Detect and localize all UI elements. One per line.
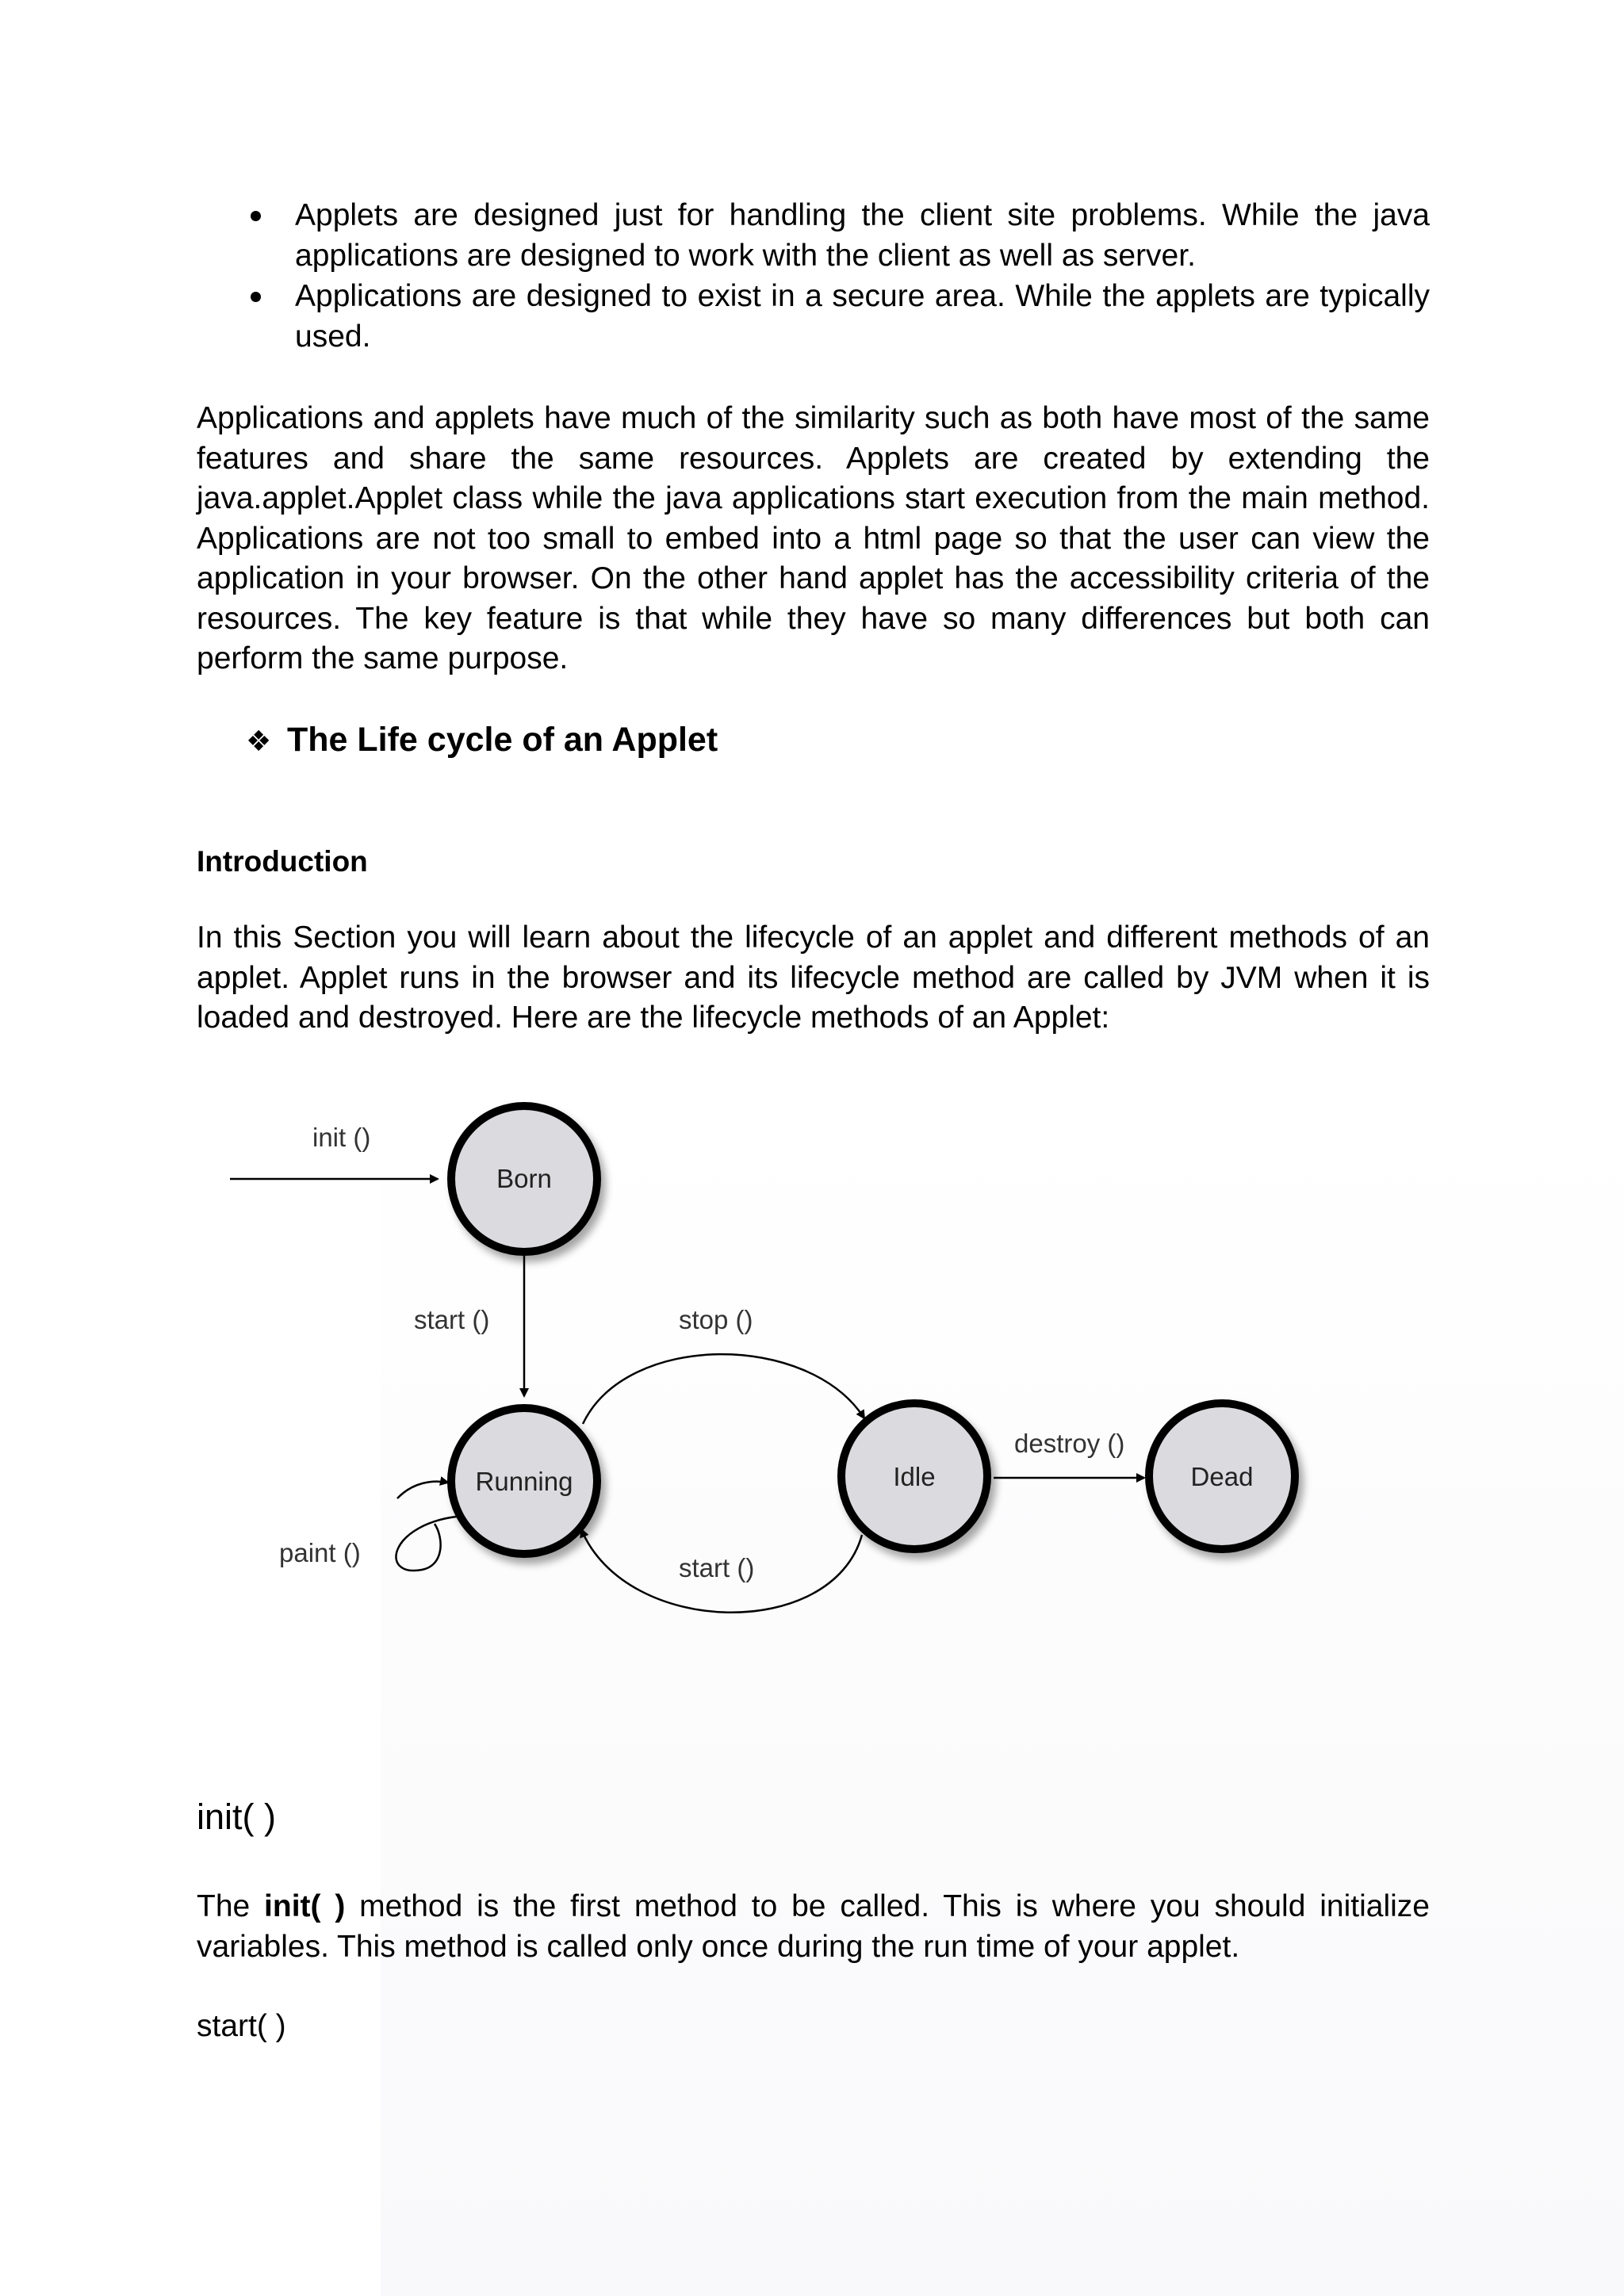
introduction-heading: Introduction [197, 845, 368, 878]
bullet-item [197, 195, 1430, 276]
comparison-paragraph: Applications and applets have much of the similarity such as both have most of the same features and share the same resources. Applets are created by extending the java.applet.Applet class while the java applications start execution from the main method. Applications are not too small to embed into a html page so that the user can view the application in your browser. On the other hand applet has the accessibility criteria of the resources. The key feature is that while they have so many differences but both can perform the same purpose. [197, 401, 1430, 675]
bullet-text: Applets are designed just for handling the client site problems. While the java applications are designed to work with the client as well as server. [295, 198, 1430, 273]
introduction-paragraph: In this Section you will learn about the lifecycle of an applet and different methods of an applet. Applet runs in the browser and its lifecycle method are called by JVM when it is loaded and destroyed. Here are the lifecycle methods of an Applet: [197, 920, 1430, 1035]
state-running [451, 1408, 597, 1554]
stop-label: stop () [679, 1305, 753, 1334]
bullet-dot-icon [251, 292, 261, 302]
start-method-heading: start( ) [197, 2009, 286, 2043]
destroy-label: destroy () [1014, 1429, 1125, 1458]
stop-transition-arrow [583, 1354, 864, 1424]
start-from-idle-label: start () [679, 1553, 755, 1582]
paint-label: paint () [279, 1538, 361, 1567]
state-dead-label: Dead [1190, 1462, 1254, 1491]
state-dead [1149, 1403, 1295, 1549]
init-label: init () [312, 1123, 371, 1152]
paint-loop-arrowhead [397, 1482, 448, 1498]
init-method-name: init( ) [264, 1889, 346, 1923]
state-born-label: Born [496, 1164, 552, 1193]
start-from-born-label: start () [414, 1305, 490, 1334]
section-heading [246, 718, 718, 763]
bullet-text: Applications are designed to exist in a secure area. While the applets are typically used. [295, 279, 1430, 354]
state-idle [841, 1403, 987, 1549]
init-method-heading: init( ) [197, 1797, 276, 1837]
state-idle-label: Idle [893, 1462, 936, 1491]
bullet-dot-icon [251, 211, 261, 221]
bullet-list [197, 195, 1430, 357]
init-text-after: method is the first method to be called. This is where you should initialize variables. This method is called only once during the run time of your applet. [197, 1889, 1430, 1964]
state-born [451, 1106, 597, 1252]
init-text-before: The [197, 1889, 265, 1923]
diamond-bullet-icon: ❖ [246, 725, 272, 757]
paint-self-loop-arrow [396, 1516, 463, 1571]
init-method-paragraph [197, 1887, 1430, 1967]
bullet-item [197, 276, 1430, 357]
section-heading-text: The Life cycle of an Applet [287, 721, 718, 759]
state-running-label: Running [475, 1467, 573, 1496]
